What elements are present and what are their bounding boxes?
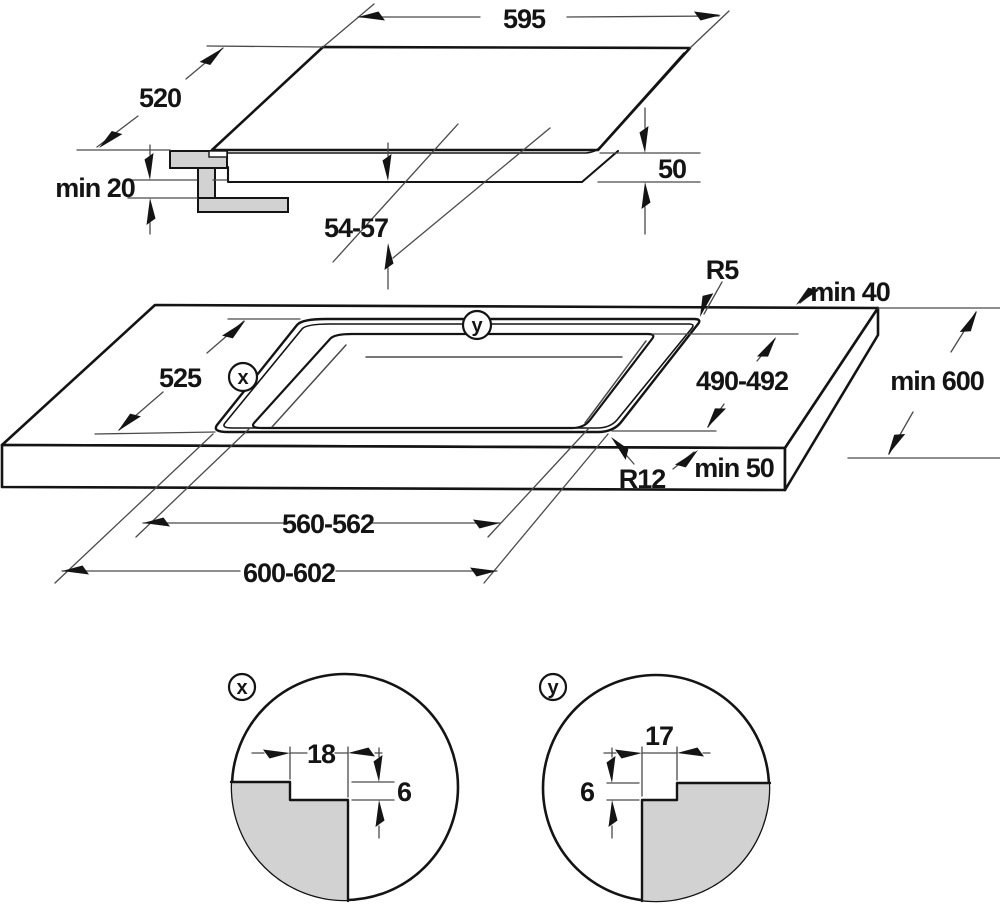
detail-y-marker: y xyxy=(471,315,483,337)
worktop-front-face xyxy=(2,445,785,490)
cutout-view-worktop xyxy=(2,255,1000,588)
dim-total-height: 50 xyxy=(657,154,687,184)
dim-front-radius: R12 xyxy=(618,464,666,494)
dim-x-rebate-depth: 6 xyxy=(396,777,412,807)
dim-installation-height: 54-57 xyxy=(323,213,389,243)
dim-rear-clearance: min 40 xyxy=(810,277,890,307)
dim-min-clearance-below: min 20 xyxy=(55,173,135,203)
dim-inner-cutout-width: 560-562 xyxy=(281,509,375,539)
dim-hob-depth: 520 xyxy=(138,83,182,113)
hob-glass-top xyxy=(212,47,690,150)
detail-x-marker: x xyxy=(237,367,249,389)
detail-y-label: y xyxy=(547,677,559,699)
hob-body xyxy=(228,151,618,182)
detail-x-label: x xyxy=(236,677,248,699)
top-view-hob xyxy=(55,4,729,289)
detail-x-view xyxy=(225,674,458,905)
detail-y-view xyxy=(540,674,780,905)
dim-glass-depth: 525 xyxy=(158,363,202,393)
dim-y-rebate-width: 17 xyxy=(644,721,674,751)
dim-rear-radius: R5 xyxy=(705,255,739,285)
clamp-notch xyxy=(209,151,227,157)
dim-y-rebate-depth: 6 xyxy=(579,777,595,807)
dim-outer-cutout-width: 600-602 xyxy=(242,558,336,588)
dim-min-worktop-depth: min 600 xyxy=(890,366,984,396)
dim-cutout-depth: 490-492 xyxy=(695,366,789,396)
dim-hob-width: 595 xyxy=(502,4,546,34)
dim-x-rebate-width: 18 xyxy=(306,739,336,769)
dim-front-clearance: min 50 xyxy=(694,453,774,483)
detail-y-profile-fill xyxy=(642,783,780,905)
